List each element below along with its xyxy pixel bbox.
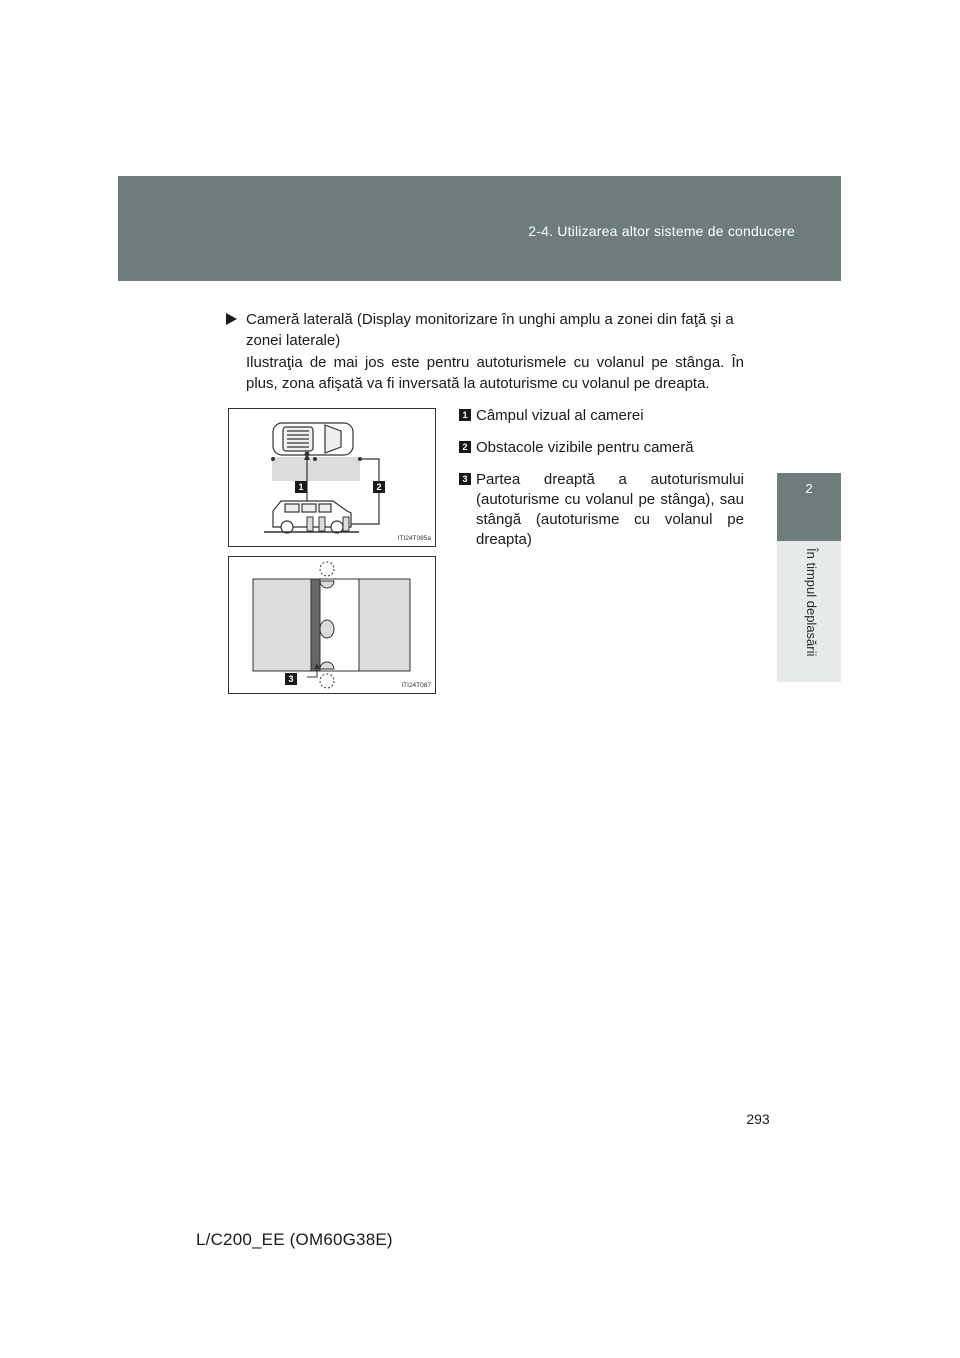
car-top-view [273, 423, 353, 456]
legend-text: Obstacole vizibile pentru cameră [476, 439, 694, 456]
body-paragraph: Ilustraţia de mai jos este pentru autoturismele cu volanul pe stânga. În plus, zona afişată va fi inversată la autoturisme cu volanul pe dreapta. [246, 354, 744, 392]
bullet-heading-text: Cameră laterală (Display monitorizare în unghi amplu a zonei din faţă şi a zonei laterale) [246, 311, 734, 349]
legend-text: Câmpul vizual al camerei [476, 407, 644, 424]
number-badge-icon: 1 [459, 409, 471, 421]
number-badge-icon: 2 [459, 441, 471, 453]
figure-code: ITI24T087 [401, 682, 431, 689]
camera-field-illustration [229, 409, 435, 546]
legend-item [459, 438, 744, 458]
legend-item [459, 470, 744, 550]
callout-2 [373, 481, 385, 493]
legend-item [459, 406, 744, 426]
chapter-label: În timpul deplasării [804, 548, 819, 657]
footer-code: L/C200_EE (OM60G38E) [196, 1230, 393, 1249]
callout-3 [285, 673, 297, 685]
triangle-arrow-icon [226, 313, 237, 325]
legend-list [459, 406, 744, 562]
number-badge-icon: 3 [459, 473, 471, 485]
callout-1 [295, 481, 307, 493]
vehicle-side-strip [311, 579, 320, 671]
chapter-tab [777, 473, 841, 541]
bullet-heading [226, 309, 744, 351]
display-area-illustration [229, 557, 435, 693]
header-band [118, 176, 841, 281]
figure-camera-field [228, 408, 436, 547]
callout-label: 2 [376, 482, 382, 492]
callout-label: 3 [288, 674, 294, 684]
page-number: 293 [746, 1111, 770, 1127]
chapter-number: 2 [805, 481, 813, 496]
legend-text: Partea dreaptă a autoturismului (autoturisme cu volanul pe stânga), sau stângă (autoturisme cu volanul pe dreapta) [476, 471, 744, 548]
figure-display-area [228, 556, 436, 694]
callout-label: 1 [298, 482, 304, 492]
figure-code: ITI24T085a [397, 535, 431, 542]
section-title: 2-4. Utilizarea altor sisteme de conducere [528, 223, 795, 239]
